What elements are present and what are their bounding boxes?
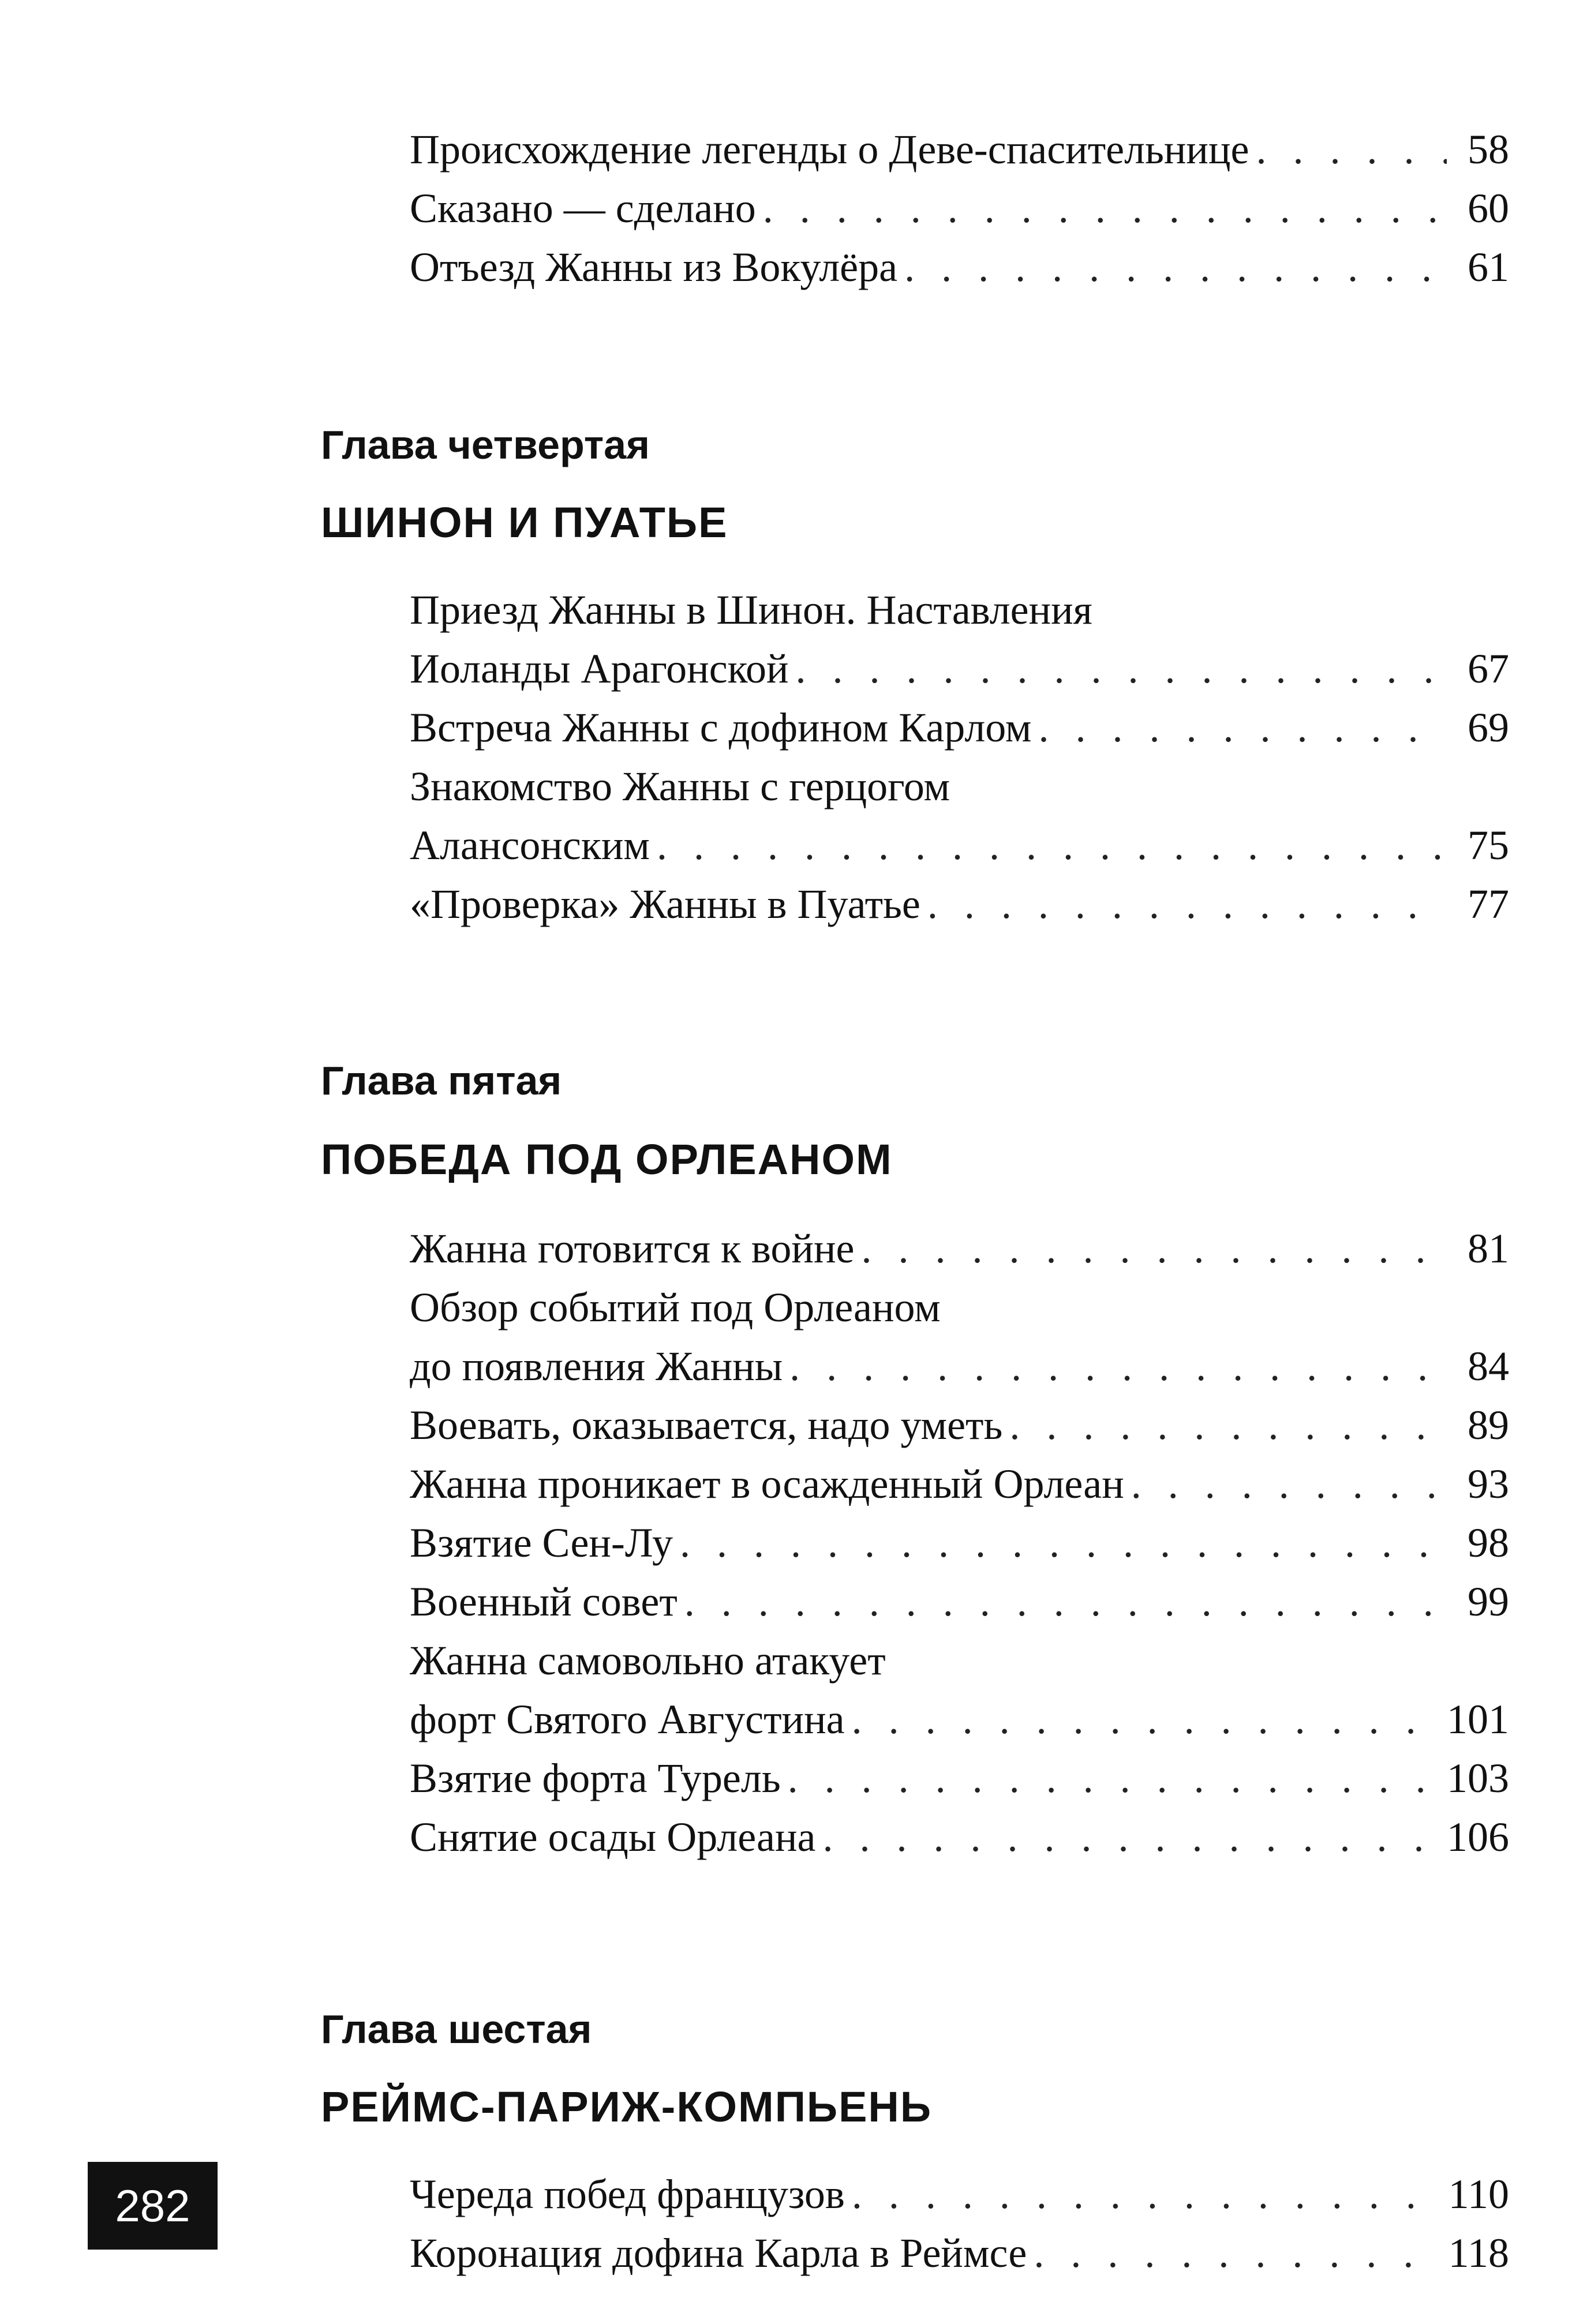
- toc-entry-page: 106: [1447, 1814, 1509, 1860]
- toc-entry: [410, 1455, 1509, 1513]
- toc-entry-page: 89: [1468, 1402, 1509, 1448]
- toc-entry-continued: [410, 757, 1509, 816]
- toc-entry-page: 118: [1448, 2230, 1509, 2276]
- toc-entry-title: Происхождение легенды о Деве-спасительнице: [410, 126, 1249, 173]
- toc-entry-page: 60: [1468, 185, 1509, 231]
- toc-entry: [410, 1690, 1509, 1749]
- toc-entry-title: Сказано — сделано: [410, 185, 756, 231]
- toc-entry: [410, 2224, 1509, 2282]
- toc-entry-page: 61: [1468, 244, 1509, 290]
- toc-entry: [410, 2165, 1509, 2224]
- toc-entry-title: Взятие Сен-Лу: [410, 1520, 673, 1566]
- toc-entry: [410, 1572, 1509, 1631]
- toc-entry-page: 98: [1468, 1520, 1509, 1566]
- toc-entry-page: 101: [1447, 1696, 1509, 1742]
- chapter-label: Глава шестая: [321, 2007, 592, 2052]
- toc-entry-page: 75: [1468, 822, 1509, 868]
- toc-dot-leader: [796, 639, 1447, 698]
- toc-dot-leader: [1131, 1455, 1447, 1513]
- toc-entry: [410, 1337, 1509, 1396]
- toc-entry: [410, 639, 1509, 698]
- toc-entry: [410, 1513, 1509, 1572]
- toc-entry-title: Взятие форта Турель: [410, 1755, 781, 1801]
- toc-entry-title: до появления Жанны: [410, 1343, 783, 1389]
- toc-entry-page: 69: [1468, 704, 1509, 751]
- toc-entry-page: 58: [1468, 126, 1509, 173]
- toc-entry: [410, 238, 1509, 297]
- chapter-label: Глава четвертая: [321, 422, 650, 467]
- toc-entry-page: 93: [1468, 1461, 1509, 1507]
- toc-top-block: [410, 120, 1509, 297]
- toc-entry-continued: [410, 580, 1509, 639]
- toc-dot-leader: [1009, 1396, 1447, 1455]
- chapter-title: РЕЙМС-ПАРИЖ-КОМПЬЕНЬ: [321, 2083, 933, 2131]
- chapter-title: ШИНОН И ПУАТЬЕ: [321, 498, 728, 546]
- toc-entry-title: Воевать, оказывается, надо уметь: [410, 1402, 1003, 1448]
- toc-entry-title: Встреча Жанны с дофином Карлом: [410, 704, 1032, 751]
- toc-entry-title: Отъезд Жанны из Вокулёра: [410, 244, 898, 290]
- toc-entry-title: Череда побед французов: [410, 2171, 845, 2217]
- toc-entry-title: Алансонским: [410, 822, 650, 868]
- toc-entry: [410, 1396, 1509, 1455]
- toc-dot-leader: [789, 1337, 1447, 1396]
- toc-entry-title: Приезд Жанны в Шинон. Наставления: [410, 587, 1092, 633]
- toc-chapter-block: [410, 1219, 1509, 1866]
- toc-entry-page: 110: [1448, 2171, 1509, 2217]
- toc-entry-page: 67: [1468, 646, 1509, 692]
- toc-entry-title: Иоланды Арагонской: [410, 646, 789, 692]
- toc-entry-title: Жанна проникает в осажденный Орлеан: [410, 1461, 1124, 1507]
- toc-dot-leader: [680, 1513, 1447, 1572]
- toc-chapter-block: [410, 2165, 1509, 2282]
- toc-dot-leader: [657, 816, 1447, 875]
- toc-entry-page: 84: [1468, 1343, 1509, 1389]
- toc-entry-continued: [410, 1631, 1509, 1690]
- toc-entry-page: 103: [1447, 1755, 1509, 1801]
- toc-dot-leader: [852, 1690, 1436, 1749]
- toc-entry-title: Коронация дофина Карла в Реймсе: [410, 2230, 1027, 2276]
- toc-entry-page: 81: [1468, 1225, 1509, 1272]
- toc-entry-page: 77: [1468, 881, 1509, 927]
- toc-entry-page: 99: [1468, 1579, 1509, 1625]
- toc-entry: [410, 120, 1509, 179]
- toc-chapter-block: [410, 580, 1509, 934]
- toc-entry-title: «Проверка» Жанны в Пуатье: [410, 881, 920, 927]
- toc-dot-leader: [1256, 120, 1447, 179]
- toc-entry: [410, 1219, 1509, 1278]
- toc-entry: [410, 816, 1509, 875]
- toc-entry-title: форт Святого Августина: [410, 1696, 845, 1742]
- toc-dot-leader: [1034, 2224, 1438, 2282]
- toc-dot-leader: [788, 1749, 1436, 1808]
- toc-entry-title: Жанна готовится к войне: [410, 1225, 855, 1272]
- toc-dot-leader: [927, 875, 1447, 934]
- toc-dot-leader: [904, 238, 1447, 297]
- toc-dot-leader: [861, 1219, 1447, 1278]
- toc-dot-leader: [822, 1808, 1436, 1866]
- toc-entry-title: Снятие осады Орлеана: [410, 1814, 816, 1860]
- toc-entry: [410, 1749, 1509, 1808]
- toc-dot-leader: [852, 2165, 1438, 2224]
- chapter-title: ПОБЕДА ПОД ОРЛЕАНОМ: [321, 1135, 893, 1183]
- toc-entry-title: Жанна самовольно атакует: [410, 1637, 886, 1684]
- toc-dot-leader: [684, 1572, 1447, 1631]
- toc-dot-leader: [1038, 698, 1447, 757]
- toc-entry-title: Военный совет: [410, 1579, 678, 1625]
- toc-entry-title: Знакомство Жанны с герцогом: [410, 763, 950, 809]
- toc-entry-title: Обзор событий под Орлеаном: [410, 1284, 941, 1330]
- toc-entry: [410, 875, 1509, 934]
- toc-entry: [410, 698, 1509, 757]
- toc-dot-leader: [763, 179, 1447, 238]
- page-number-badge: 282: [88, 2162, 218, 2250]
- toc-entry: [410, 1808, 1509, 1866]
- chapter-label: Глава пятая: [321, 1058, 562, 1103]
- toc-entry-continued: [410, 1278, 1509, 1337]
- toc-entry: [410, 179, 1509, 238]
